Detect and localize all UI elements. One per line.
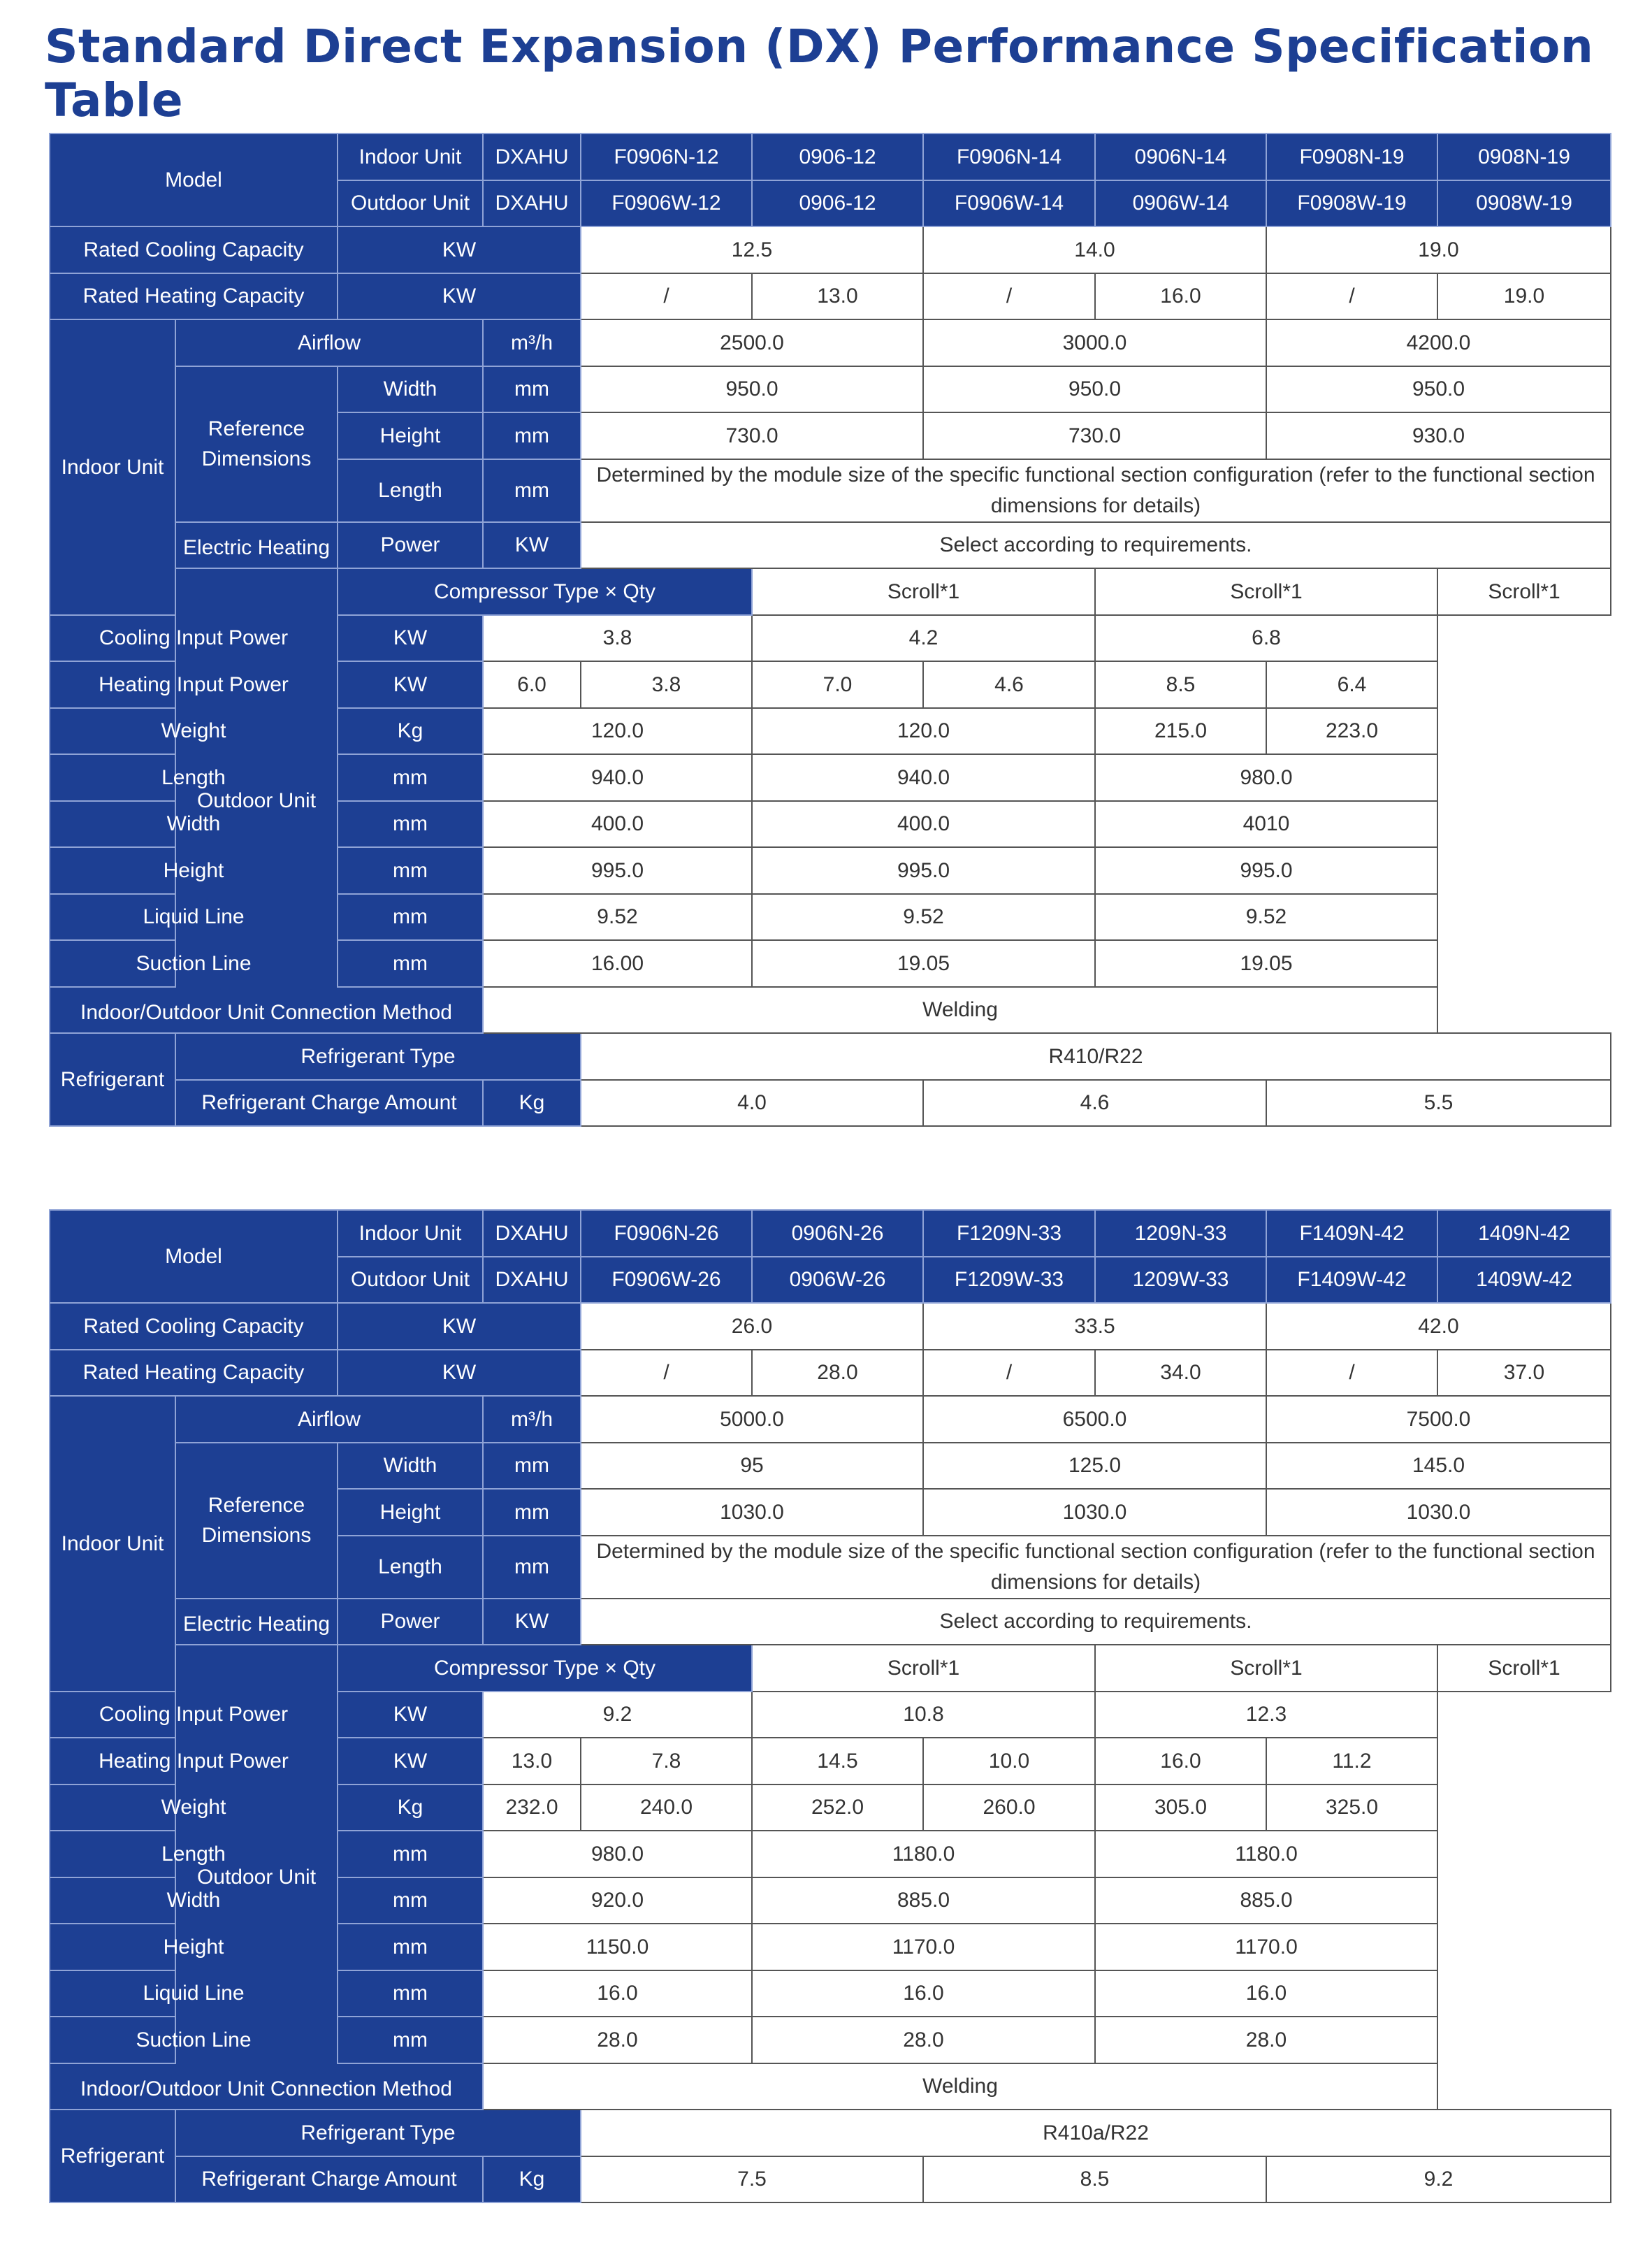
connection-label — [50, 987, 483, 1034]
value-cell: 4200.0 — [1266, 319, 1611, 366]
connection-value-cell: Welding — [483, 2063, 1437, 2110]
indoor-model-cell: 1209N-33 — [1095, 1210, 1266, 1257]
rated-heating-label: Rated Heating Capacity — [50, 273, 338, 320]
value-cell: 13.0 — [483, 1738, 581, 1784]
od-height-row — [50, 1924, 1611, 1970]
value-cell: 5.5 — [1266, 1080, 1611, 1127]
value-cell: 885.0 — [752, 1877, 1095, 1924]
value-cell: 145.0 — [1266, 1443, 1611, 1490]
weight-label: Weight — [50, 708, 338, 755]
value-cell: 232.0 — [483, 1784, 581, 1831]
rated-cooling-row — [50, 1303, 1611, 1350]
value-cell: / — [581, 1350, 752, 1397]
compressor-row — [50, 568, 1611, 615]
outdoor-model-cell: 0906W-14 — [1095, 180, 1266, 227]
unit-label: m³/h — [483, 1396, 581, 1443]
value-cell: 9.2 — [1266, 2156, 1611, 2203]
unit-label: KW — [338, 1303, 581, 1350]
value-cell: 1170.0 — [752, 1924, 1095, 1970]
rated-cooling-row — [50, 226, 1611, 273]
value-cell: 980.0 — [483, 1831, 752, 1877]
unit-label: Kg — [338, 1784, 483, 1831]
dxahu-label: DXAHU — [483, 180, 581, 227]
value-cell: 8.5 — [1095, 661, 1266, 708]
unit-label: mm — [483, 1536, 581, 1599]
unit-label: KW — [338, 1350, 581, 1397]
unit-label: KW — [338, 661, 483, 708]
ref-width-row — [50, 1443, 1611, 1490]
indoor-model-cell: F0908N-19 — [1266, 134, 1437, 180]
value-cell: 5000.0 — [581, 1396, 923, 1443]
connection-row — [50, 2063, 1611, 2110]
value-cell: 950.0 — [1266, 366, 1611, 413]
value-cell: 12.5 — [581, 226, 923, 273]
refrigerant-charge-label: Refrigerant Charge Amount — [175, 2156, 483, 2203]
refrigerant-type-value: R410/R22 — [581, 1033, 1611, 1080]
value-cell: 10.0 — [923, 1738, 1095, 1784]
value-cell: 19.0 — [1266, 226, 1611, 273]
weight-label: Weight — [50, 1784, 338, 1831]
indoor-model-cell: F0906N-12 — [581, 134, 752, 180]
value-cell: 4010 — [1095, 801, 1437, 848]
outdoor-model-cell: 0906-12 — [752, 180, 923, 227]
power-label: Power — [338, 1599, 483, 1645]
length-label: Length — [50, 754, 338, 801]
value-cell: 1180.0 — [1095, 1831, 1437, 1877]
unit-label: mm — [483, 1489, 581, 1536]
height-label: Height — [50, 847, 338, 894]
value-cell: 9.52 — [1095, 894, 1437, 941]
value-cell: 260.0 — [923, 1784, 1095, 1831]
unit-label: KW — [338, 1738, 483, 1784]
value-cell: 95 — [581, 1443, 923, 1490]
electric-heating-label — [175, 522, 338, 569]
suction-line-row — [50, 940, 1611, 987]
value-cell: 6.0 — [483, 661, 581, 708]
value-cell: 4.6 — [923, 661, 1095, 708]
width-label: Width — [338, 366, 483, 413]
value-cell: 19.05 — [1095, 940, 1437, 987]
outdoor-model-cell: 1209W-33 — [1095, 1257, 1266, 1304]
value-cell: 730.0 — [923, 412, 1266, 459]
cooling-input-label: Cooling Input Power — [50, 1692, 338, 1738]
height-label: Height — [50, 1924, 338, 1970]
indoor-model-cell: 0908N-19 — [1437, 134, 1611, 180]
reference-dimensions-label: Reference Dimensions — [175, 366, 338, 522]
value-cell: 1030.0 — [1266, 1489, 1611, 1536]
unit-label: Kg — [338, 708, 483, 755]
heating-input-row — [50, 1738, 1611, 1784]
dxahu-label: DXAHU — [483, 1257, 581, 1304]
value-cell: 3.8 — [581, 661, 752, 708]
electric-heating-text: Electric Heating — [182, 535, 331, 559]
rated-heating-label: Rated Heating Capacity — [50, 1350, 338, 1397]
value-cell: 14.5 — [752, 1738, 923, 1784]
value-cell: / — [1266, 273, 1437, 320]
length-label: Length — [338, 1536, 483, 1599]
weight-row — [50, 1784, 1611, 1831]
outdoor-unit-row-label: Outdoor Unit — [338, 180, 483, 227]
cooling-input-row — [50, 1692, 1611, 1738]
outdoor-model-cell: F0906W-26 — [581, 1257, 752, 1304]
value-cell: 14.0 — [923, 226, 1266, 273]
height-label: Height — [338, 412, 483, 459]
suction-line-label: Suction Line — [50, 2017, 338, 2063]
width-label: Width — [50, 801, 338, 848]
value-cell: 1180.0 — [752, 1831, 1095, 1877]
electric-heating-text: Electric Heating — [182, 1612, 331, 1636]
value-cell: 995.0 — [752, 847, 1095, 894]
connection-value-cell: Welding — [483, 987, 1437, 1034]
unit-label: mm — [338, 1970, 483, 2017]
connection-text: Indoor/Outdoor Unit Connection Method — [80, 2077, 452, 2100]
value-cell: 4.6 — [923, 1080, 1266, 1127]
value-cell: 8.5 — [923, 2156, 1266, 2203]
electric-heating-row — [50, 522, 1611, 569]
page-title: Standard Direct Expansion (DX) Performance Specification Table — [45, 20, 1594, 127]
value-cell: 7.5 — [581, 2156, 923, 2203]
value-cell: Scroll*1 — [752, 568, 1095, 615]
indoor-model-cell: F0906N-26 — [581, 1210, 752, 1257]
liquid-line-label: Liquid Line — [50, 894, 338, 941]
refrigerant-type-row — [50, 2110, 1611, 2156]
cooling-input-label: Cooling Input Power — [50, 615, 338, 662]
length-label: Length — [338, 459, 483, 522]
value-cell: 7.8 — [581, 1738, 752, 1784]
value-cell: 940.0 — [483, 754, 752, 801]
rated-cooling-label: Rated Cooling Capacity — [50, 226, 338, 273]
value-cell: 950.0 — [581, 366, 923, 413]
value-cell: Scroll*1 — [1095, 568, 1437, 615]
indoor-model-cell: 1409N-42 — [1437, 1210, 1611, 1257]
unit-label: mm — [338, 894, 483, 941]
value-cell: 28.0 — [1095, 2017, 1437, 2063]
value-cell: 120.0 — [483, 708, 752, 755]
outdoor-model-cell: 1409W-42 — [1437, 1257, 1611, 1304]
value-cell: 9.52 — [483, 894, 752, 941]
value-cell: 33.5 — [923, 1303, 1266, 1350]
value-cell: 28.0 — [483, 2017, 752, 2063]
value-cell: 6.8 — [1095, 615, 1437, 662]
value-cell: 920.0 — [483, 1877, 752, 1924]
unit-label: mm — [338, 1924, 483, 1970]
value-cell: 16.0 — [752, 1970, 1095, 2017]
unit-label: mm — [338, 940, 483, 987]
dxahu-label: DXAHU — [483, 1210, 581, 1257]
value-cell: / — [1266, 1350, 1437, 1397]
value-cell: Scroll*1 — [752, 1645, 1095, 1692]
unit-label: KW — [483, 522, 581, 569]
outdoor-unit-row-label: Outdoor Unit — [338, 1257, 483, 1304]
electric-heating-label — [175, 1599, 338, 1645]
heating-input-row — [50, 661, 1611, 708]
value-cell: 120.0 — [752, 708, 1095, 755]
value-cell: 4.0 — [581, 1080, 923, 1127]
suction-line-label: Suction Line — [50, 940, 338, 987]
unit-label: mm — [483, 366, 581, 413]
value-cell: Scroll*1 — [1095, 1645, 1437, 1692]
value-cell: 215.0 — [1095, 708, 1266, 755]
indoor-model-cell: 0906N-26 — [752, 1210, 923, 1257]
value-cell: 34.0 — [1095, 1350, 1266, 1397]
outdoor-model-cell: F0906W-12 — [581, 180, 752, 227]
indoor-unit-row-label: Indoor Unit — [338, 1210, 483, 1257]
indoor-model-cell: 0906-12 — [752, 134, 923, 180]
airflow-row — [50, 319, 1611, 366]
airflow-label: Airflow — [175, 319, 483, 366]
value-cell: 6.4 — [1266, 661, 1437, 708]
cooling-input-row — [50, 615, 1611, 662]
width-label: Width — [50, 1877, 338, 1924]
value-cell: 16.0 — [483, 1970, 752, 2017]
heating-input-label: Heating Input Power — [50, 1738, 338, 1784]
unit-label: Kg — [483, 1080, 581, 1127]
height-label: Height — [338, 1489, 483, 1536]
outdoor-unit-group-label: Outdoor Unit — [175, 568, 338, 1033]
refrigerant-type-label: Refrigerant Type — [175, 2110, 581, 2156]
value-cell: 16.00 — [483, 940, 752, 987]
rated-heating-row — [50, 273, 1611, 320]
heating-power-note-cell: Select according to requirements. — [581, 522, 1611, 569]
reference-dimensions-label: Reference Dimensions — [175, 1443, 338, 1599]
outdoor-unit-group-label: Outdoor Unit — [175, 1645, 338, 2110]
value-cell: 42.0 — [1266, 1303, 1611, 1350]
value-cell: 37.0 — [1437, 1350, 1611, 1397]
connection-label — [50, 2063, 483, 2110]
indoor-model-cell: F1209N-33 — [923, 1210, 1095, 1257]
electric-heating-row — [50, 1599, 1611, 1645]
value-cell: Scroll*1 — [1437, 1645, 1611, 1692]
connection-row — [50, 987, 1611, 1034]
outdoor-model-cell: F0908W-19 — [1266, 180, 1437, 227]
length-note-cell: Determined by the module size of the specific functional section configuration (refer to the functional section dimensions for details) — [581, 1536, 1611, 1599]
indoor-model-cell: F1409N-42 — [1266, 1210, 1437, 1257]
outdoor-model-cell: F1209W-33 — [923, 1257, 1095, 1304]
value-cell: 325.0 — [1266, 1784, 1437, 1831]
length-note-cell: Determined by the module size of the specific functional section configuration (refer to the functional section dimensions for details) — [581, 459, 1611, 522]
value-cell: 3000.0 — [923, 319, 1266, 366]
spec-table-2 — [49, 1209, 1611, 2203]
value-cell: 7.0 — [752, 661, 923, 708]
unit-label: KW — [483, 1599, 581, 1645]
refrigerant-type-label: Refrigerant Type — [175, 1033, 581, 1080]
value-cell: 28.0 — [752, 1350, 923, 1397]
value-cell: 13.0 — [752, 273, 923, 320]
unit-label: KW — [338, 226, 581, 273]
value-cell: 1170.0 — [1095, 1924, 1437, 1970]
indoor-unit-group-label: Indoor Unit — [50, 319, 175, 615]
outdoor-model-cell: 0906W-26 — [752, 1257, 923, 1304]
value-cell: 16.0 — [1095, 1738, 1266, 1784]
value-cell: 19.0 — [1437, 273, 1611, 320]
value-cell: 9.2 — [483, 1692, 752, 1738]
value-cell: 26.0 — [581, 1303, 923, 1350]
heating-power-note-cell: Select according to requirements. — [581, 1599, 1611, 1645]
compressor-label: Compressor Type × Qty — [338, 568, 752, 615]
value-cell: 1030.0 — [581, 1489, 923, 1536]
airflow-label: Airflow — [175, 1396, 483, 1443]
value-cell: 252.0 — [752, 1784, 923, 1831]
refrigerant-type-row — [50, 1033, 1611, 1080]
value-cell: 400.0 — [752, 801, 1095, 848]
value-cell: 19.05 — [752, 940, 1095, 987]
outdoor-model-cell: F1409W-42 — [1266, 1257, 1437, 1304]
indoor-model-cell: 0906N-14 — [1095, 134, 1266, 180]
refrigerant-charge-row — [50, 1080, 1611, 1127]
value-cell: 9.52 — [752, 894, 1095, 941]
indoor-unit-group-label: Indoor Unit — [50, 1396, 175, 1692]
liquid-line-row — [50, 894, 1611, 941]
value-cell: / — [581, 273, 752, 320]
airflow-row — [50, 1396, 1611, 1443]
outdoor-model-cell: 0908W-19 — [1437, 180, 1611, 227]
weight-row — [50, 708, 1611, 755]
indoor-unit-row-label: Indoor Unit — [338, 134, 483, 180]
unit-label: mm — [483, 459, 581, 522]
indoor-model-cell: F0906N-14 — [923, 134, 1095, 180]
value-cell: 400.0 — [483, 801, 752, 848]
value-cell: 16.0 — [1095, 273, 1266, 320]
liquid-line-label: Liquid Line — [50, 1970, 338, 2017]
value-cell: 930.0 — [1266, 412, 1611, 459]
value-cell: 16.0 — [1095, 1970, 1437, 2017]
value-cell: 2500.0 — [581, 319, 923, 366]
length-label: Length — [50, 1831, 338, 1877]
refrigerant-group-label: Refrigerant — [50, 2110, 175, 2202]
value-cell: 995.0 — [1095, 847, 1437, 894]
refrigerant-group-label: Refrigerant — [50, 1033, 175, 1126]
suction-line-row — [50, 2017, 1611, 2063]
unit-label: mm — [338, 754, 483, 801]
value-cell: 950.0 — [923, 366, 1266, 413]
unit-label: KW — [338, 1692, 483, 1738]
value-cell: 3.8 — [483, 615, 752, 662]
ref-width-row — [50, 366, 1611, 413]
value-cell: 730.0 — [581, 412, 923, 459]
model-label: Model — [50, 134, 338, 226]
od-height-row — [50, 847, 1611, 894]
value-cell: 223.0 — [1266, 708, 1437, 755]
value-cell: 995.0 — [483, 847, 752, 894]
value-cell: / — [923, 273, 1095, 320]
refrigerant-charge-row — [50, 2156, 1611, 2203]
value-cell: / — [923, 1350, 1095, 1397]
value-cell: 6500.0 — [923, 1396, 1266, 1443]
rated-cooling-label: Rated Cooling Capacity — [50, 1303, 338, 1350]
value-cell: 7500.0 — [1266, 1396, 1611, 1443]
unit-label: mm — [338, 2017, 483, 2063]
compressor-row — [50, 1645, 1611, 1692]
indoor-model-row — [50, 1210, 1611, 1257]
unit-label: KW — [338, 273, 581, 320]
value-cell: 4.2 — [752, 615, 1095, 662]
value-cell: 305.0 — [1095, 1784, 1266, 1831]
outdoor-model-cell: F0906W-14 — [923, 180, 1095, 227]
connection-text: Indoor/Outdoor Unit Connection Method — [80, 1000, 452, 1024]
value-cell: 125.0 — [923, 1443, 1266, 1490]
liquid-line-row — [50, 1970, 1611, 2017]
spec-table-1 — [49, 133, 1611, 1127]
value-cell: 28.0 — [752, 2017, 1095, 2063]
compressor-label: Compressor Type × Qty — [338, 1645, 752, 1692]
indoor-model-row — [50, 134, 1611, 180]
width-label: Width — [338, 1443, 483, 1490]
value-cell: 885.0 — [1095, 1877, 1437, 1924]
rated-heating-row — [50, 1350, 1611, 1397]
value-cell: 1030.0 — [923, 1489, 1266, 1536]
unit-label: mm — [338, 847, 483, 894]
unit-label: Kg — [483, 2156, 581, 2203]
refrigerant-type-value: R410a/R22 — [581, 2110, 1611, 2156]
refrigerant-charge-label: Refrigerant Charge Amount — [175, 1080, 483, 1127]
value-cell: 10.8 — [752, 1692, 1095, 1738]
unit-label: m³/h — [483, 319, 581, 366]
power-label: Power — [338, 522, 483, 569]
unit-label: mm — [338, 1877, 483, 1924]
unit-label: mm — [483, 412, 581, 459]
unit-label: mm — [338, 801, 483, 848]
value-cell: 11.2 — [1266, 1738, 1437, 1784]
unit-label: mm — [483, 1443, 581, 1490]
heating-input-label: Heating Input Power — [50, 661, 338, 708]
value-cell: 940.0 — [752, 754, 1095, 801]
dxahu-label: DXAHU — [483, 134, 581, 180]
value-cell: 12.3 — [1095, 1692, 1437, 1738]
unit-label: mm — [338, 1831, 483, 1877]
value-cell: Scroll*1 — [1437, 568, 1611, 615]
value-cell: 1150.0 — [483, 1924, 752, 1970]
value-cell: 240.0 — [581, 1784, 752, 1831]
model-label: Model — [50, 1210, 338, 1303]
value-cell: 980.0 — [1095, 754, 1437, 801]
unit-label: KW — [338, 615, 483, 662]
